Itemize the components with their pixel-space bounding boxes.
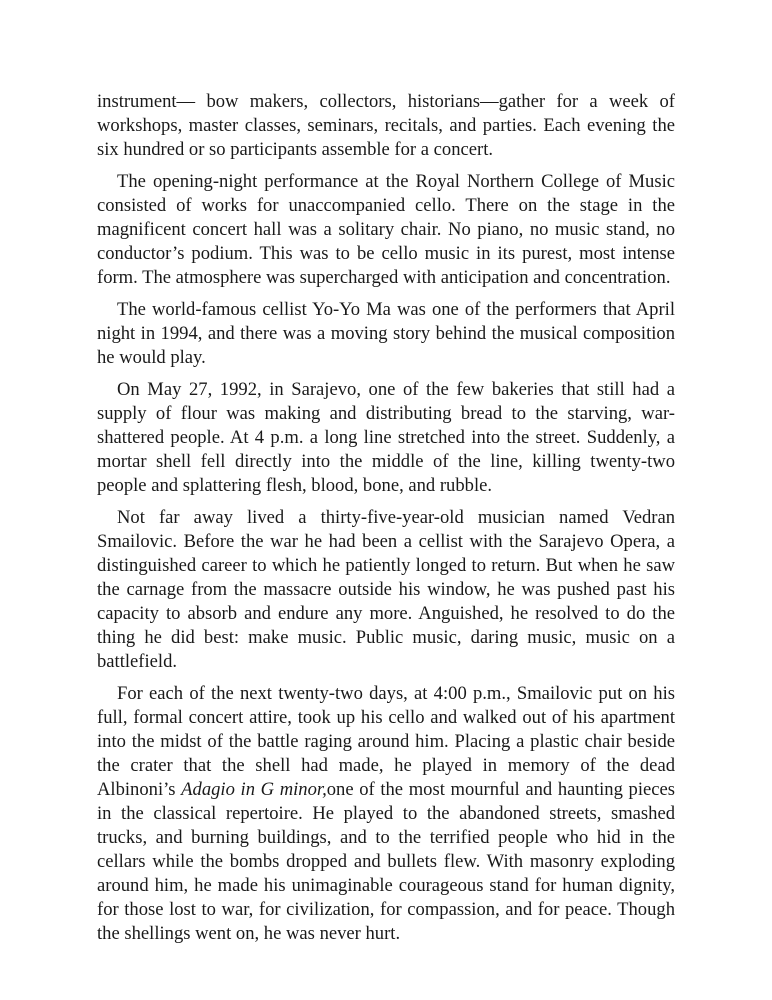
- adagio-title: Adagio in G minor,: [181, 779, 327, 800]
- paragraph-continued: instrument— bow makers, collectors, historians—gather for a week of workshops, master classes, seminars, recitals, and parties. Each evening the six hundred or so participants assemble for a concert.: [97, 91, 675, 160]
- paragraph-text-before: For each of the next twenty-two days, at 4:00 p.m., Smailovic put on his full, formal concert attire, took up his cello and walked out of his apartment into the midst of the battle raging around him. Placing a plastic chair beside the crater that the shell had made, he played in memory of the dead Albinoni’s: [97, 683, 675, 800]
- paragraph-twenty-two-days: [97, 682, 675, 946]
- paragraph-opening-night: The opening-night performance at the Royal Northern College of Music consisted of works for unaccompanied cello. There on the stage in the magnificent concert hall was a solitary chair. No piano, no music stand, no conductor’s podium. This was to be cello music in its purest, most intense form. The atmosphere was supercharged with anticipation and concentration.: [97, 171, 675, 288]
- paragraph-yo-yo-ma: The world-famous cellist Yo-Yo Ma was one of the performers that April night in 1994, and there was a moving story behind the musical composition he would play.: [97, 299, 675, 368]
- paragraph-text-after: one of the most mournful and haunting pieces in the classical repertoire. He played to the abandoned streets, smashed trucks, and burning buildings, and to the terrified people who hid in the cellars while the bombs dropped and bullets flew. With masonry exploding around him, he made his unimaginable courageous stand for human dignity, for those lost to war, for civilization, for compassion, and for peace. Though the shellings went on, he was never hurt.: [97, 779, 676, 944]
- paragraph-vedran-smailovic: Not far away lived a thirty-five-year-old musician named Vedran Smailovic. Before the war he had been a cellist with the Sarajevo Opera, a distinguished career to which he patiently longed to return. But when he saw the carnage from the massacre outside his window, he was pushed past his capacity to absorb and endure any more. Anguished, he resolved to do the thing he did best: make music. Public music, daring music, music on a battlefield.: [97, 507, 675, 672]
- paragraph-sarajevo-bakery: On May 27, 1992, in Sarajevo, one of the few bakeries that still had a supply of flour was making and distributing bread to the starving, war-shattered people. At 4 p.m. a long line stretched into the street. Suddenly, a mortar shell fell directly into the middle of the line, killing twenty-two people and splattering flesh, blood, bone, and rubble.: [97, 379, 675, 496]
- document-page: [97, 90, 675, 946]
